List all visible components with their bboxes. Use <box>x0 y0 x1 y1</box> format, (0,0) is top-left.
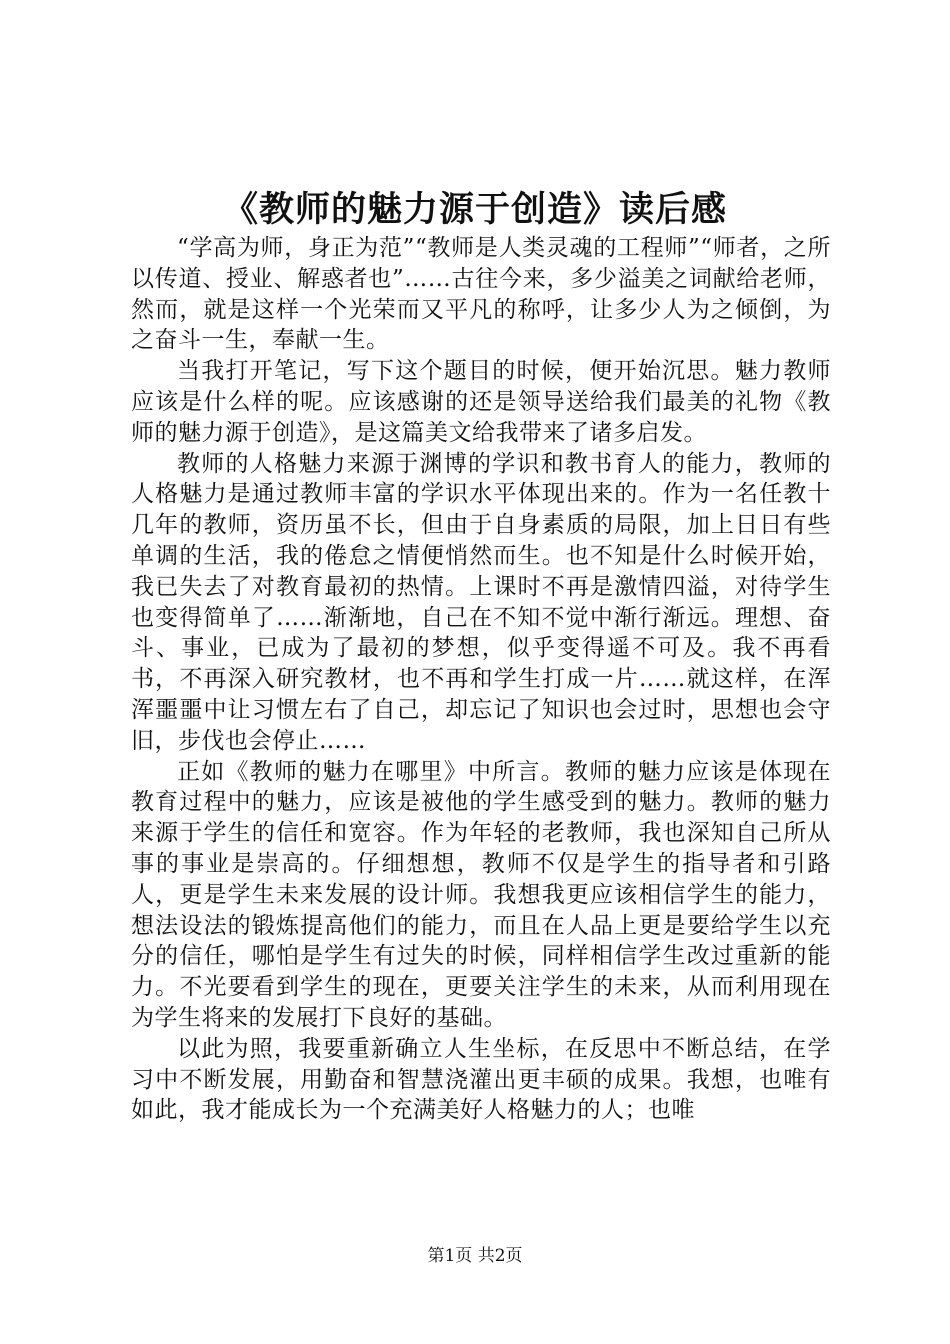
document-body <box>131 233 831 1126</box>
paragraph-3: 教师的人格魅力来源于渊博的学识和教书育人的能力，教师的人格魅力是通过教师丰富的学识水平体现出来的。作为一名任教十几年的教师，资历虽不长，但由于自身素质的局限，加上日日有些单调的生活，我的倦怠之情便悄然而生。也不知是什么时候开始，我已失去了对教育最初的热情。上课时不再是激情四溢，对待学生也变得简单了……渐渐地，自己在不知不觉中渐行渐远。理想、奋斗、事业，已成为了最初的梦想，似乎变得遥不可及。我不再看书，不再深入研究教材，也不再和学生打成一片……就这样，在浑浑噩噩中让习惯左右了自己，却忘记了知识也会过时，思想也会守旧，步伐也会停止…… <box>131 450 831 754</box>
paragraph-2: 当我打开笔记，写下这个题目的时候，便开始沉思。魅力教师应该是什么样的呢。应该感谢的还是领导送给我们最美的礼物《教师的魅力源于创造》，是这篇美文给我带来了诸多启发。 <box>131 358 831 446</box>
paragraph-5: 以此为照，我要重新确立人生坐标，在反思中不断总结，在学习中不断发展，用勤奋和智慧浇灌出更丰硕的成果。我想，也唯有如此，我才能成长为一个充满美好人格魅力的人；也唯 <box>131 1035 831 1124</box>
paragraph-4: 正如《教师的魅力在哪里》中所言。教师的魅力应该是体现在教育过程中的魅力，应该是被他的学生感受到的魅力。教师的魅力来源于学生的信任和宽容。作为年轻的老教师，我也深知自己所从事的事业是崇高的。仔细想想，教师不仅是学生的指导者和引路人，更是学生未来发展的设计师。我想我更应该相信学生的能力，想法设法的锻炼提高他们的能力，而且在人品上更是要给学生以充分的信任，哪怕是学生有过失的时候，同样相信学生改过重新的能力。不光要看到学生的现在，更要关注学生的未来，从而利用现在为学生将来的发展打下良好的基础。 <box>131 758 831 1031</box>
document-title: 《教师的魅力源于创造》读后感 <box>222 189 727 230</box>
paragraph-1: “学高为师，身正为范”“教师是人类灵魂的工程师”“师者，之所以传道、授业、解惑者也”……古往今来，多少溢美之词献给老师，然而，就是这样一个光荣而又平凡的称呼，让多少人为之倾倒，为之奋斗一生，奉献一生。 <box>131 235 831 354</box>
page-footer: 第1页 共2页 <box>427 1246 523 1266</box>
